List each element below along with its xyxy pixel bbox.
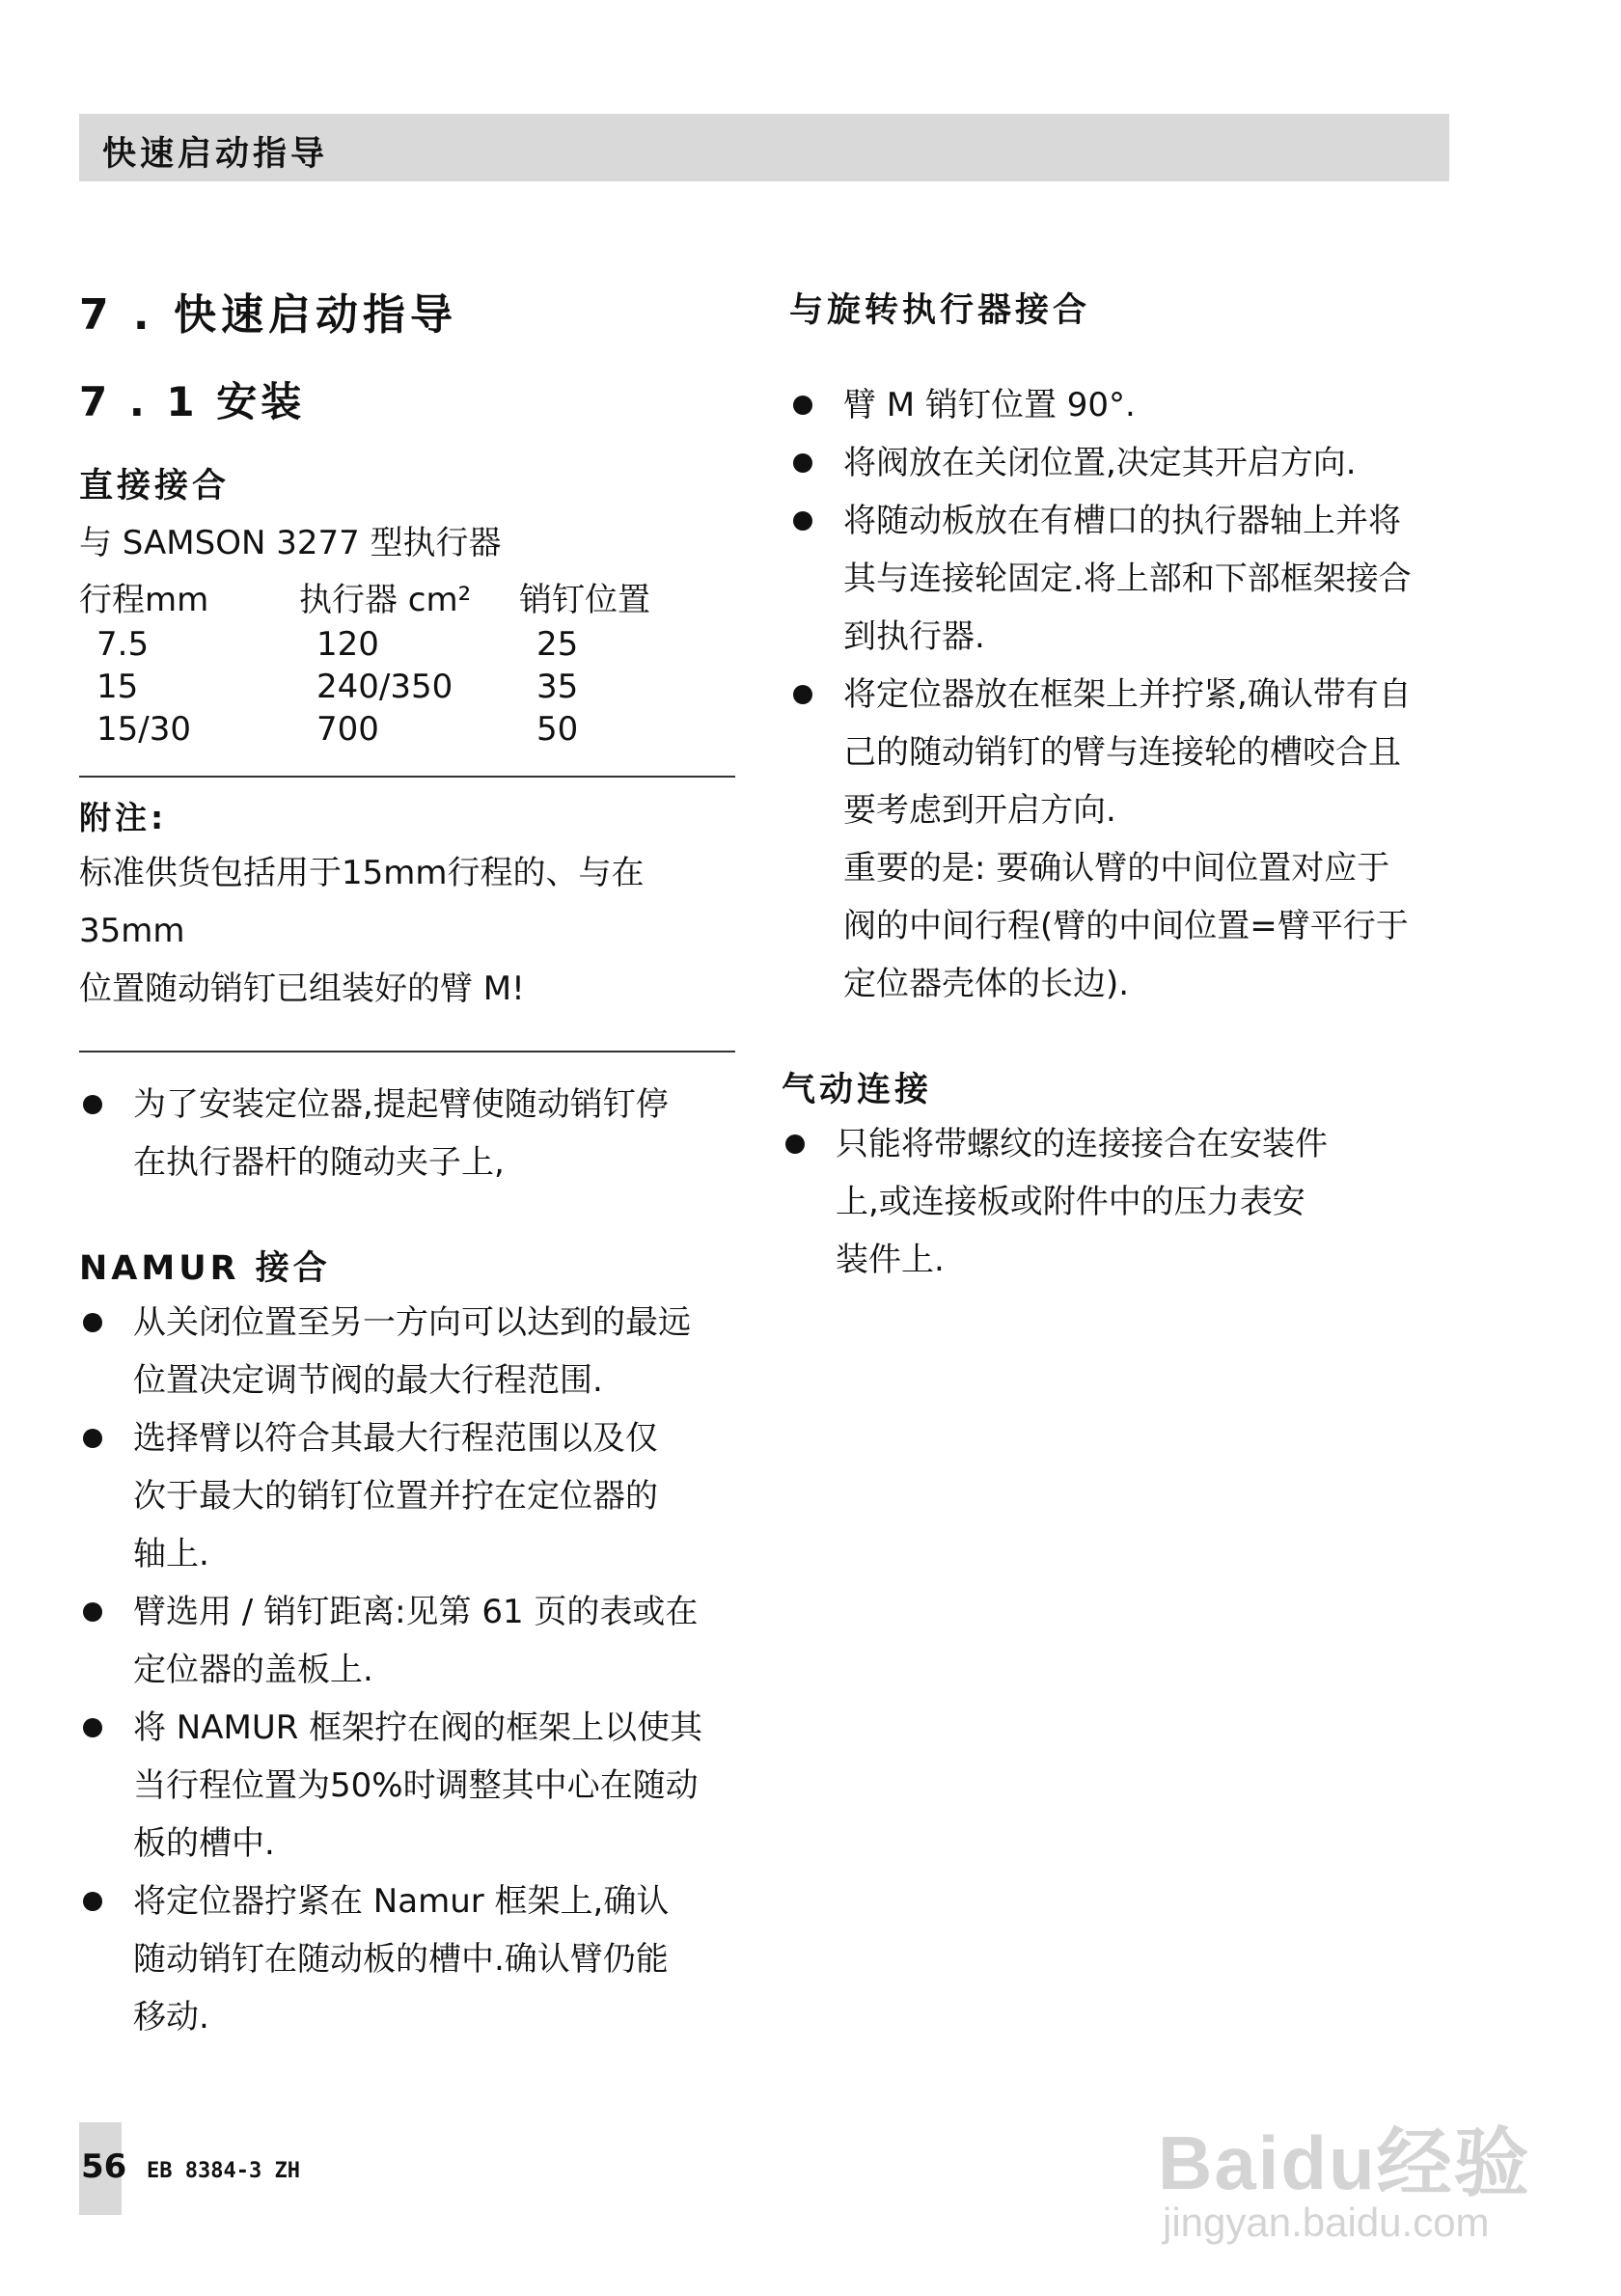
list-item-line: 从关闭位置至另一方向可以达到的最远 xyxy=(133,1303,691,1342)
list-item xyxy=(79,1409,735,1583)
list-item-line: 将 NAMUR 框架拧在阀的框架上以使其 xyxy=(133,1708,703,1747)
mount-bullet-list xyxy=(79,1076,735,1191)
list-item xyxy=(782,1115,1465,1289)
note-label: 附注: xyxy=(79,799,168,836)
list-item-line: 轴上. xyxy=(133,1535,209,1573)
bullet-icon xyxy=(83,1718,102,1737)
page-number: 56 xyxy=(81,2147,127,2186)
bullet-icon xyxy=(83,1892,102,1911)
list-item-line: 将随动板放在有槽口的执行器轴上并将 xyxy=(843,502,1401,540)
list-item xyxy=(789,434,1465,492)
list-item-line: 将阀放在关闭位置,决定其开启方向. xyxy=(843,444,1357,482)
list-item xyxy=(789,376,1465,434)
bullet-icon xyxy=(83,1602,102,1622)
left-column xyxy=(79,280,735,2046)
bullet-icon xyxy=(785,1134,805,1154)
direct-intro: 与 SAMSON 3277 型执行器 xyxy=(79,524,502,562)
note-line: 位置随动销钉已组装好的臂 M! xyxy=(79,970,525,1008)
pneumatic-heading: 气动连接 xyxy=(782,1071,933,1109)
table-row xyxy=(79,666,650,708)
direct-heading: 直接接合 xyxy=(79,467,231,506)
namur-bullet-list xyxy=(79,1294,735,2046)
table-cell: 50 xyxy=(536,710,579,749)
list-item-line: 装件上. xyxy=(836,1241,945,1279)
list-item xyxy=(79,1076,735,1191)
list-item-line: 到执行器. xyxy=(843,617,985,656)
list-item-line: 随动销钉在随动板的槽中.确认臂仍能 xyxy=(133,1940,669,1979)
bullet-icon xyxy=(83,1429,102,1448)
divider xyxy=(79,776,735,778)
bullet-icon xyxy=(793,453,812,473)
important-line: 重要的是: 要确认臂的中间位置对应于 xyxy=(843,849,1390,888)
list-item-line: 次于最大的销钉位置并拧在定位器的 xyxy=(133,1477,658,1516)
table-cell: 35 xyxy=(536,668,579,706)
list-item xyxy=(79,1699,735,1872)
list-item-line: 只能将带螺纹的连接接合在安装件 xyxy=(836,1125,1328,1163)
list-item-line: 要考虑到开启方向. xyxy=(843,791,1116,830)
list-item-line: 板的槽中. xyxy=(133,1824,275,1863)
list-item xyxy=(79,1294,735,1409)
list-item xyxy=(79,1583,735,1699)
list-item-line: 上,或连接板或附件中的压力表安 xyxy=(836,1183,1305,1221)
table-header: 行程mm xyxy=(79,580,209,619)
table-cell: 240/350 xyxy=(316,668,453,706)
bullet-icon xyxy=(793,685,812,704)
important-line: 阀的中间行程(臂的中间位置=臂平行于 xyxy=(843,907,1409,945)
pin-position-table xyxy=(79,569,650,751)
watermark-brand: Baidu经验 xyxy=(1158,2120,1531,2205)
bullet-icon xyxy=(793,511,812,531)
important-line: 定位器壳体的长边). xyxy=(843,965,1130,1003)
watermark-url: jingyan.baidu.com xyxy=(1163,2200,1490,2245)
table-cell: 120 xyxy=(316,625,379,664)
list-item-line: 选择臂以符合其最大行程范围以及仅 xyxy=(133,1419,658,1458)
list-item-line: 位置决定调节阀的最大行程范围. xyxy=(133,1361,603,1400)
divider xyxy=(79,1051,735,1052)
table-row xyxy=(79,623,650,666)
section-title: 7 . 1 安装 xyxy=(79,378,306,425)
list-item-line: 臂选用 / 销钉距离:见第 61 页的表或在 xyxy=(133,1593,699,1631)
list-item-line: 将定位器拧紧在 Namur 框架上,确认 xyxy=(133,1882,670,1921)
list-item-line: 为了安装定位器,提起臂使随动销钉停 xyxy=(133,1085,669,1124)
list-item xyxy=(789,666,1465,1013)
list-item-line: 移动. xyxy=(133,1998,209,2036)
rotary-bullet-list xyxy=(789,376,1465,1013)
list-item-line: 其与连接轮固定.将上部和下部框架接合 xyxy=(843,560,1412,598)
note-line: 标准供货包括用于15mm行程的、与在35mm xyxy=(79,854,645,950)
list-item-line: 当行程位置为50%时调整其中心在随动 xyxy=(133,1766,699,1805)
table-cell: 25 xyxy=(536,625,579,664)
table-header: 销钉位置 xyxy=(519,580,650,619)
header-band xyxy=(79,114,1449,181)
list-item-line: 臂 M 销钉位置 90°. xyxy=(843,386,1136,424)
list-item-line: 己的随动销钉的臂与连接轮的槽咬合且 xyxy=(843,733,1401,772)
list-item xyxy=(79,1872,735,2046)
bullet-icon xyxy=(793,396,812,415)
table-header-row xyxy=(79,569,650,623)
list-item-line: 在执行器杆的随动夹子上, xyxy=(133,1143,505,1182)
pneumatic-bullet-list xyxy=(782,1115,1465,1289)
table-header: 执行器 cm² xyxy=(299,580,472,619)
table-row xyxy=(79,708,650,751)
bullet-icon xyxy=(83,1313,102,1332)
table-cell: 15 xyxy=(96,668,139,706)
list-item-line: 定位器的盖板上. xyxy=(133,1651,373,1689)
document-code: EB 8384-3 ZH xyxy=(147,2159,300,2183)
right-column xyxy=(782,280,1465,1289)
table-cell: 7.5 xyxy=(96,625,150,664)
table-cell: 15/30 xyxy=(96,710,191,749)
list-item xyxy=(789,492,1465,666)
bullet-icon xyxy=(83,1095,102,1114)
namur-heading: NAMUR 接合 xyxy=(79,1249,331,1288)
chapter-title: 7 . 快速启动指导 xyxy=(79,290,457,340)
rotary-heading: 与旋转执行器接合 xyxy=(789,291,1091,330)
header-title: 快速启动指导 xyxy=(102,135,329,174)
table-cell: 700 xyxy=(316,710,379,749)
list-item-line: 将定位器放在框架上并拧紧,确认带有自 xyxy=(843,675,1412,714)
